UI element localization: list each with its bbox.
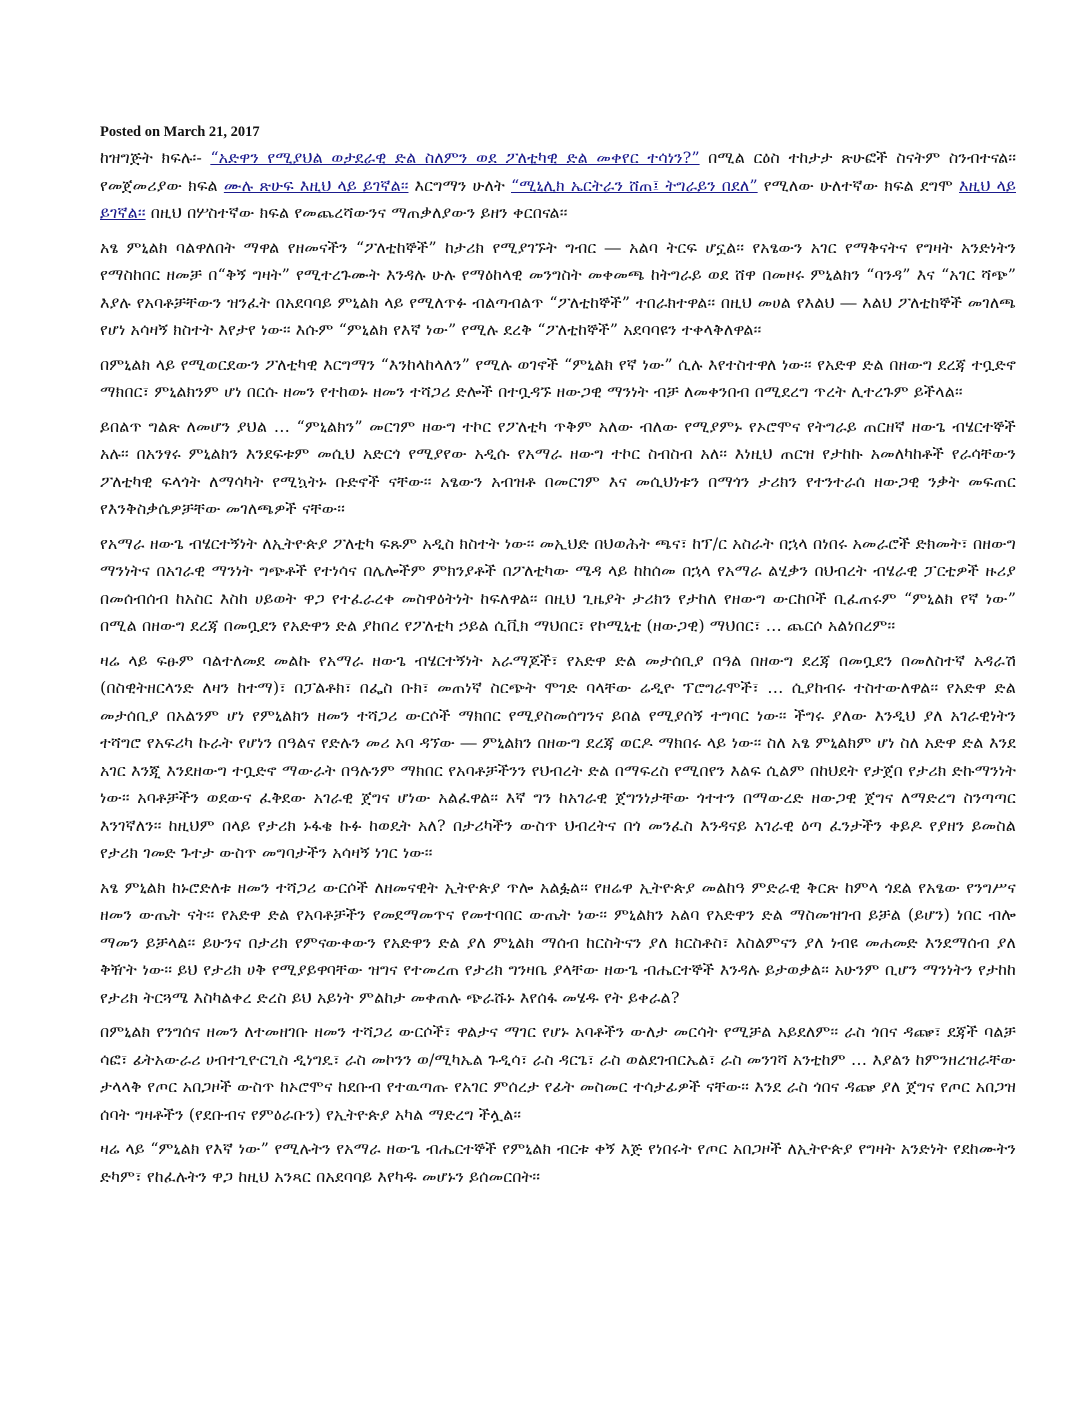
article-body [100,122,1016,1197]
intro-text-5: በዚህ በሦስተኛው ክፍል የመጨረሻውንና ማጠቃለያውን ይዘን ቀርበናል፡፡ [145,203,568,222]
intro-text-2: በሚል ርዕስ ተከታታ ጽሁፎች ስናትም ስንብተናል፡፡ የመጀመሪያው ክፍል [100,148,1017,195]
body-paragraph-7: በምኒልክ የንግሰና ዘመን ለተመዘገቡ ዘመን ተሻጋሪ ውርሶች፣ ዋልታና ማገር የሆኑ አባቶችን ውለታ መርሳት የሚቻል አይደለም፡፡ ራስ ጎበና ዳጬ፣ ደጃች ባልቻ ሳፎ፣ ፊትአውራሪ ሀብተጊዮርጊስ ዲነግዴ፣ ራስ መኮንን ወ/ሚካኤል ጉዲሳ፣ ራስ ዳርጌ፣ ራስ ወልደገብርኤል፣ ራስ መንገሻ አንቲከም … እያልን ከምንዘረዝራቸው ታላላቅ የጦር አበጋዞች ውስጥ ከኦሮሞና ከደቡብ የተዉጣጡ የአገር ምሰረታ የፊት መስመር ተሳታፊዎች ናቸው፡፡ እንደ ራስ ጎበና ዳጬ ያለ ጀግና የጦር አበጋዝ ሰባት ግዛቶችን (የደቡብና የምዕራቡን) የኢትዮጵያ አካል ማድረግ ችሏል፡፡ [100,1022,1016,1124]
body-paragraph-5: ዛሬ ላይ ፍፁም ባልተለመደ መልኩ የአማራ ዘውጌ ብሄርተኝነት አራማጆች፣ የአድዋ ድል መታሰቢያ በዓል በዘውግ ደረጃ በመቧደን በመለስተኛ አዳራሽ (በስዊትዘርላንድ ለዛን ከተማ)፣ በፓልቶክ፣ በፌስ ቡክ፣ መጠነኛ ስርጭት ሞገድ ባላቸው ሬዲዮ ፕሮግራሞች፣ … ሲያከብሩ ተስተውለዋል፡፡ የአድዋ ድል መታሰቢያ በአልንም ሆነ የምኒልክን ዘመን ተሻጋሪ ውርሶች ማክበር የሚያስመሰግንና ይበል የሚያሰኝ ተግባር ነው፡፡ ችግሩ ያለው እንዲህ ያለ አገራዊነትን ተሻግሮ የአፍሪካ ኩራት የሆነን በዓልና የድሉን መሪ አባ ዳኘው ― ምኒልክን በዘውግ ደረጃ ወርዶ ማክበሩ ላይ ነው፡፡ ስለ አፄ ምኒልክም ሆነ ስለ አድዋ ድል እንደ አገር እንጂ እንደዘውግ ተቧድኖ ማውራት በዓሉንም ማክበር የአባቶቻችንን የህብረት ድል በማፍረስ የሚበየን እልፍ ሲልም በከህደት የታጀበ የታሪክ ድኩማንነት ነው፡፡ አባቶቻችን ወደውና ፈቅደው አገራዊ ጀግና ሆነው አልፈዋል፡፡ እኛ ግን ከአገራዊ ጀግንነታቸው ጎተተን በማውረድ ዘውጋዊ ጀግና ለማድረግ ስንጣጣር እንገኛለን፡፡ ከዚህም በላይ የታሪክ ኑፋቄ ኩፉ ከወዴት አለ? በታሪካችን ውስጥ ህብረትና በጎ መንፈስ እንዳናይ አገራዊ ዕጣ ፈንታችን ቀይዶ የያዘን ይመስል የታሪክ ገመድ ጉተታ ውስጥ መግባታችን አሳዛኝ ነገር ነው፡፡ [100,650,1016,862]
part-one-link[interactable]: ሙሉ ጽሁፍ እዚህ ላይ ይገኛል፡፡ [223,175,409,195]
body-paragraph-8: ዛሬ ላይ “ምኒልክ የእኛ ነው” የሚሉትን የአማራ ዘውጌ ብሔርተኞች የምኒልክ ብርቱ ቀኝ እጅ የነበሩት የጦር አበጋዞች ለኢትዮጵያ የግዛት አንድነት የደከሙትን ድካም፣ የከፈሉትን ዋጋ ከዚህ አንጻር በአደባባይ እየካዱ መሆኑን ይሰመርበት፡፡ [100,1139,1016,1186]
body-paragraph-3: ይበልጥ ግልጽ ለመሆን ያህል … “ምኒልክን” መርገም ዘውግ ተኮር የፖለቲካ ጥቅም አለው ብለው የሚያምኑ የኦሮሞና የትግራይ ጠርዘኛ ዘውጌ ብሄርተኞች አሉ፡፡ በአንፃሩ ምኒልክን እንደፍቱም መሲህ አድርጎ የሚያየው አዲሱ የአማራ ዘውግ ተኮር ስብስብ አለ፡፡ እነዚህ ጠርዝ የታከኩ አመለካከቶች የራሳቸውን ፖለቲካዊ ፍላጎት ለማሳካት የሚኳትኑ ቡድኖች ናቸው፡፡ አፄውን አብዝቶ በመርገም እና መሲህነቱን በማጎን ታሪክን የተንተራሰ ዘውጋዊ ንቃት መፍጠር የእንቅስቃሴዎቻቸው መገለጫዎች ናቸው፡፡ [100,416,1016,518]
intro-text-1: ከዝግጅት ክፍሉ፡- [100,148,211,167]
part-two-title-link[interactable]: “ሚኒሊክ ኤርትራን ሸጠ፤ ትግራይን በደለ” [511,175,758,195]
body-paragraph-6: አፄ ምኒልክ ከኑሮድለቱ ዘመን ተሻጋሪ ውርሶች ለዘመናዊት ኢትዮጵያ ጥሎ አልፏል፡፡ የዘሬዋ ኢትዮጵያ መልከዓ ምድራዊ ቅርጽ ከምላ ጎደል የአፄው የንግሥና ዘመን ውጤት ናት፡፡ የአድዋ ድል የአባቶቻችን የመደማመጥና የመተባበር ውጤት ነው፡፡ ምኒልክን አልባ የአድዋን ድል ማስመዝገብ ይቻል (ይሆን) ነበር ብሎ ማመን ይቻላል፡፡ ይሁንና በታሪክ የምናውቀውን የአድዋን ድል ያለ ምኒልክ ማሰብ ከርስትናን ያለ ክርስቶስ፣ እስልምናን ያለ ነብዩ መሐመድ እንደማሰብ ያለ ቅዥት ነው፡፡ ይህ የታሪክ ሀቅ የሚያይዋባቸው ዝግና የተመረጠ የታሪክ ግንዛቤ ያላቸው ዘውጌ ብሔርተኞች እንዳሉ ይታወቃል፡፡ አሁንም ቢሆን ማንነትን የታከከ የታሪክ ትርጓሜ እስካልቀረ ድረስ ይህ አይነት ምልከታ መቀጠሉ ጭራሹኑ እየሰፋ መሄዱ የት ይቀራል? [100,877,1016,1007]
body-paragraph-4: የአማራ ዘውጌ ብሄርተኝነት ለኢትዮጵያ ፖለቲካ ፍጹም አዲስ ክስተት ነው፡፡ መኢህድ በህወሕት ጫና፣ ከፕ/ር አስራት በኋላ በነበሩ አመራሮች ድክመት፣ በዘውግ ማንነትና በአገራዊ ማንነት ግጭቶች የተነሳና በሌሎችም ምክንያቶች በፖለቲካው ሜዳ ላይ ከከሰመ በኋላ የአማራ ልሂቃን በህብረት ብሄራዊ ፓርቲዎች ዙሪያ በመሰብሰብ ከአስር እስከ ሀይወት ዋጋ የተፈራረቀ መስዋዕትነት ከፍለዋል፡፡ በዚህ ጊዜያት ታሪክን የታከለ የዘውግ ውርከቦች ቢፈጠሩም “ምኒልክ የኛ ነው” በሚል በዘውግ ደረጃ በመቧደን የአድዋን ድል ያከበረ የፖለቲካ ኃይል ሲቪክ ማህበር፣ የኮሚኒቲ (ዘውጋዊ) ማህበር፣ … ጨርሶ አልነበረም፡፡ [100,533,1016,635]
body-paragraph-1: አፄ ምኒልክ ባልዋለበት ማዋል የዘመናችን “ፖለቲከኞች” ከታሪክ የሚያገኙት ግብር ― አልባ ትርፍ ሆኗል፡፡ የአፄውን አገር የማቅናትና የግዛት አንድነትን የማስከበር ዘመቻ በ“ቅኝ ግዛት” የሚተረጉሙት እንዳሉ ሁሉ የማዕከላዊ መንግስት መቀመጫ ከትግራይ ወደ ሸዋ በመዞሩ ምኒልክን “ባንዳ” እና “አገር ሻጭ” እያሉ የአባቶቻቸውን ዝንፈት በአደባባይ ምኒልክ ላይ የሚለጥፉ ብልጣብልጥ “ፖለቲከኞች” ተበራክተዋል፡፡ በዚህ መሀል የእልህ ― እልህ ፖለቲከኞች መገለጫ የሆነ አሳዛኝ ክስተት እየታየ ነው፡፡ እሱም “ምኒልክ የእኛ ነው” የሚሉ ደረቅ “ፖለቲከኞች” አደባባዩን ተቀላቅለዋል፡፡ [100,237,1016,339]
intro-text-3: እርግማን ሁለት [408,175,511,195]
post-date: Posted on March 21, 2017 [100,124,260,140]
part-two-link[interactable]: እዚህ ላይ ይገኛል፡፡ [100,175,1016,222]
intro-text-4: የሚለው ሁለተኛው ክፍል ደግሞ [757,175,960,195]
series-title-link[interactable]: “አድዋን የሚያህል ወታደራዊ ድል ስለምን ወደ ፖለቲካዊ ድል መቀየር ተሳነን?” [210,148,700,167]
body-paragraph-2: በምኒልክ ላይ የሚወርደውን ፖለቲካዊ እርግማን “እንከላከላለን” የሚሉ ወገኖች “ምኒልክ የኛ ነው” ሲሉ እየተስተዋለ ነው፡፡ የአድዋ ድል በዘውግ ደረጃ ተቧድኖ ማክበር፣ ምኒልክንም ሆነ በርሱ ዘመን የተከወኑ ዘመን ተሻጋሪ ድሎች በተቧዳኙ ዘውጋዊ ማንነት ብቻ ለመቀንበብ በሚደረግ ጥረት ሊተረጉም ይችላል፡፡ [100,354,1016,401]
intro-paragraph [100,144,1016,227]
